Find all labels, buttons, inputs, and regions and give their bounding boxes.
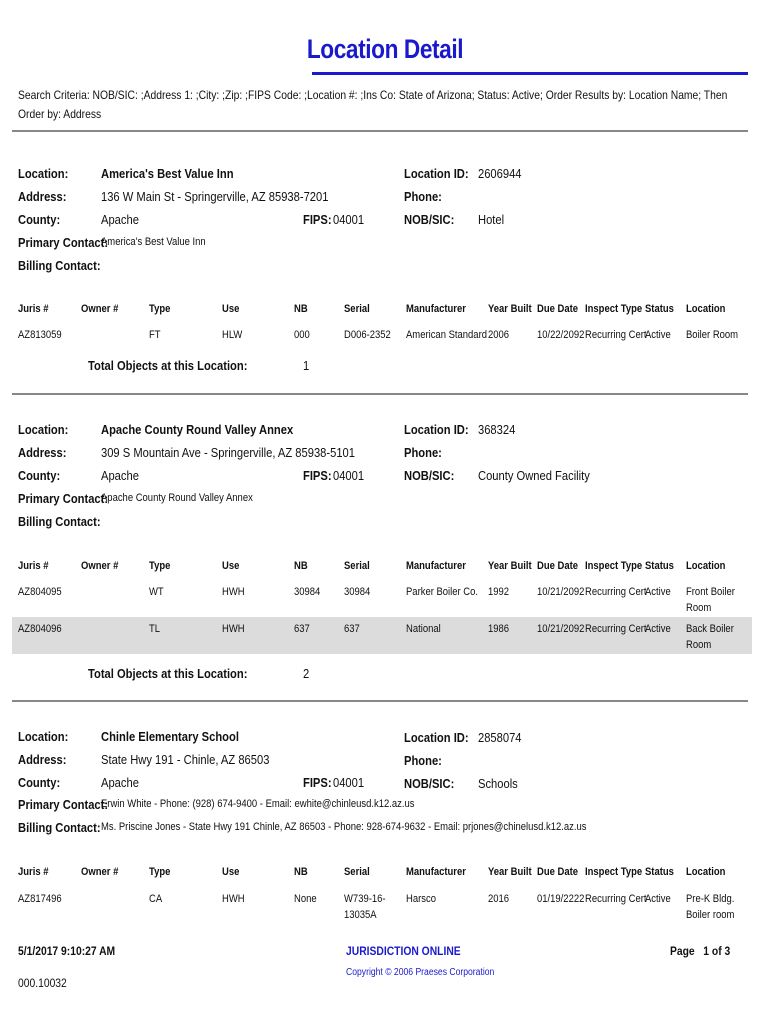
cell-serial: W739-16- — [344, 893, 386, 905]
location-divider — [12, 700, 748, 702]
county-label: County: — [18, 468, 61, 483]
cell-due-date: 10/21/2092 — [537, 586, 585, 598]
location-name: America's Best Value Inn — [101, 166, 234, 181]
location-name: Chinle Elementary School — [101, 729, 239, 744]
col-header-juris: Juris # — [18, 560, 49, 572]
col-header-status: Status — [645, 560, 674, 572]
col-header-inspect-type: Inspect Type — [585, 866, 643, 878]
cell-location: Front Boiler — [686, 586, 735, 598]
col-header-location: Location — [686, 303, 726, 315]
cell-nb: 30984 — [294, 586, 321, 598]
criteria-divider — [12, 130, 748, 132]
billing-contact-label: Billing Contact: — [18, 258, 101, 273]
col-header-inspect-type: Inspect Type — [585, 303, 643, 315]
document-id: 000.10032 — [18, 976, 67, 990]
col-header-use: Use — [222, 560, 240, 572]
col-header-serial: Serial — [344, 560, 370, 572]
col-header-owner: Owner # — [81, 866, 119, 878]
cell-location-line2: Room — [686, 602, 712, 614]
location-id-label: Location ID: — [404, 166, 469, 181]
phone-label: Phone: — [404, 445, 442, 460]
location-address: 136 W Main St - Springerville, AZ 85938-7201 — [101, 189, 329, 204]
nob-sic-value: County Owned Facility — [478, 468, 590, 483]
cell-manufacturer: Parker Boiler Co. — [406, 586, 479, 598]
cell-due-date: 10/22/2092 — [537, 329, 585, 341]
cell-serial: 637 — [344, 623, 360, 635]
cell-inspect-type: Recurring Cert — [585, 893, 647, 905]
cell-nb: None — [294, 893, 317, 905]
cell-status: Active — [645, 893, 671, 905]
col-header-inspect-type: Inspect Type — [585, 560, 643, 572]
nob-sic-value: Hotel — [478, 212, 505, 227]
primary-contact-label: Primary Contact: — [18, 797, 109, 812]
nob-sic-label: NOB/SIC: — [404, 468, 455, 483]
col-header-owner: Owner # — [81, 303, 119, 315]
page-title: Location Detail — [306, 34, 464, 64]
location-address: State Hwy 191 - Chinle, AZ 86503 — [101, 752, 270, 767]
cell-serial-line2: 13035A — [344, 909, 377, 921]
col-header-status: Status — [645, 303, 674, 315]
col-header-type: Type — [149, 560, 171, 572]
county-label: County: — [18, 212, 61, 227]
location-divider — [12, 393, 748, 395]
cell-type: CA — [149, 893, 163, 905]
col-header-owner: Owner # — [81, 560, 119, 572]
cell-status: Active — [645, 586, 671, 598]
col-header-manufacturer: Manufacturer — [406, 560, 466, 572]
total-objects-label: Total Objects at this Location: — [88, 666, 248, 681]
location-label: Location: — [18, 422, 69, 437]
billing-contact-label: Billing Contact: — [18, 514, 101, 529]
county-label: County: — [18, 775, 61, 790]
cell-type: FT — [149, 329, 161, 341]
col-header-manufacturer: Manufacturer — [406, 303, 466, 315]
location-address: 309 S Mountain Ave - Springerville, AZ 85938-5101 — [101, 445, 355, 460]
nob-sic-value: Schools — [478, 776, 518, 791]
cell-year-built: 1992 — [488, 586, 510, 598]
location-name: Apache County Round Valley Annex — [101, 422, 294, 437]
page-label: Page — [670, 944, 695, 958]
print-datetime: 5/1/2017 9:10:27 AM — [18, 944, 116, 958]
cell-status: Active — [645, 329, 671, 341]
col-header-serial: Serial — [344, 303, 370, 315]
cell-juris: AZ804095 — [18, 586, 62, 598]
col-header-manufacturer: Manufacturer — [406, 866, 466, 878]
col-header-year-built: Year Built — [488, 560, 532, 572]
col-header-nb: NB — [294, 866, 308, 878]
location-county: Apache — [101, 468, 139, 483]
fips-label: FIPS: — [303, 775, 332, 790]
cell-location: Back Boiler — [686, 623, 734, 635]
fips-label: FIPS: — [303, 468, 332, 483]
col-header-type: Type — [149, 866, 171, 878]
cell-nb: 000 — [294, 329, 310, 341]
cell-location-line2: Room — [686, 639, 712, 651]
cell-serial: 30984 — [344, 586, 371, 598]
page-count: 1 of 3 — [703, 944, 731, 958]
col-header-location: Location — [686, 866, 726, 878]
location-county: Apache — [101, 775, 139, 790]
cell-juris: AZ804096 — [18, 623, 62, 635]
total-objects-label: Total Objects at this Location: — [88, 358, 248, 373]
cell-use: HWH — [222, 893, 245, 905]
primary-contact-value: Apache County Round Valley Annex — [101, 492, 253, 504]
col-header-serial: Serial — [344, 866, 370, 878]
col-header-due-date: Due Date — [537, 560, 579, 572]
title-underline — [312, 72, 748, 75]
primary-contact-value: Erwin White - Phone: (928) 674-9400 - Email: ewhite@chinleusd.k12.az.us — [101, 798, 415, 810]
billing-contact-value: Ms. Priscine Jones - State Hwy 191 Chinle, AZ 86503 - Phone: 928-674-9632 - Email: prjones@chinelusd.k12.az.us — [101, 821, 587, 833]
cell-year-built: 2016 — [488, 893, 510, 905]
location-id-value: 2858074 — [478, 730, 522, 745]
cell-inspect-type: Recurring Cert — [585, 623, 647, 635]
cell-year-built: 2006 — [488, 329, 510, 341]
primary-contact-label: Primary Contact: — [18, 235, 109, 250]
fips-value: 04001 — [333, 775, 365, 790]
col-header-location: Location — [686, 560, 726, 572]
cell-juris: AZ813059 — [18, 329, 62, 341]
cell-use: HLW — [222, 329, 243, 341]
phone-label: Phone: — [404, 189, 442, 204]
cell-use: HWH — [222, 586, 245, 598]
phone-label: Phone: — [404, 753, 442, 768]
cell-nb: 637 — [294, 623, 310, 635]
total-objects-value: 2 — [303, 666, 310, 681]
col-header-use: Use — [222, 303, 240, 315]
col-header-juris: Juris # — [18, 866, 49, 878]
cell-type: WT — [149, 586, 164, 598]
search-criteria: Search Criteria: NOB/SIC: ;Address 1: ;City: ;Zip: ;FIPS Code: ;Location #: ;Ins Co: State of Arizona; Status: Active; Order Results by: Location Name; Then Order by: Address — [18, 88, 728, 121]
cell-due-date: 10/21/2092 — [537, 623, 585, 635]
location-county: Apache — [101, 212, 139, 227]
cell-serial: D006-2352 — [344, 329, 391, 341]
location-id-value: 2606944 — [478, 166, 522, 181]
billing-contact-label: Billing Contact: — [18, 820, 101, 835]
cell-status: Active — [645, 623, 671, 635]
col-header-year-built: Year Built — [488, 866, 532, 878]
total-objects-value: 1 — [303, 358, 310, 373]
fips-value: 04001 — [333, 212, 365, 227]
copyright-notice: Copyright © 2006 Praeses Corporation — [346, 967, 495, 978]
cell-use: HWH — [222, 623, 245, 635]
cell-location: Pre-K Bldg. — [686, 893, 735, 905]
address-label: Address: — [18, 445, 67, 460]
page-indicator — [670, 944, 730, 958]
cell-inspect-type: Recurring Cert — [585, 586, 647, 598]
primary-contact-label: Primary Contact: — [18, 491, 109, 506]
fips-label: FIPS: — [303, 212, 332, 227]
address-label: Address: — [18, 752, 67, 767]
fips-value: 04001 — [333, 468, 365, 483]
cell-manufacturer: American Standard — [406, 329, 487, 341]
col-header-due-date: Due Date — [537, 866, 579, 878]
cell-year-built: 1986 — [488, 623, 510, 635]
cell-juris: AZ817496 — [18, 893, 62, 905]
cell-manufacturer: Harsco — [406, 893, 436, 905]
nob-sic-label: NOB/SIC: — [404, 776, 455, 791]
location-label: Location: — [18, 166, 69, 181]
cell-inspect-type: Recurring Cert — [585, 329, 647, 341]
col-header-type: Type — [149, 303, 171, 315]
col-header-juris: Juris # — [18, 303, 49, 315]
location-id-value: 368324 — [478, 422, 516, 437]
cell-location: Boiler Room — [686, 329, 739, 341]
address-label: Address: — [18, 189, 67, 204]
location-id-label: Location ID: — [404, 730, 469, 745]
nob-sic-label: NOB/SIC: — [404, 212, 455, 227]
brand-name: JURISDICTION ONLINE — [346, 944, 461, 958]
col-header-nb: NB — [294, 303, 308, 315]
cell-type: TL — [149, 623, 161, 635]
location-label: Location: — [18, 729, 69, 744]
col-header-use: Use — [222, 866, 240, 878]
col-header-status: Status — [645, 866, 674, 878]
cell-due-date: 01/19/2222 — [537, 893, 585, 905]
col-header-year-built: Year Built — [488, 303, 532, 315]
primary-contact-value: America's Best Value Inn — [101, 236, 206, 248]
cell-location-line2: Boiler room — [686, 909, 735, 921]
col-header-due-date: Due Date — [537, 303, 579, 315]
cell-manufacturer: National — [406, 623, 441, 635]
location-id-label: Location ID: — [404, 422, 469, 437]
col-header-nb: NB — [294, 560, 308, 572]
